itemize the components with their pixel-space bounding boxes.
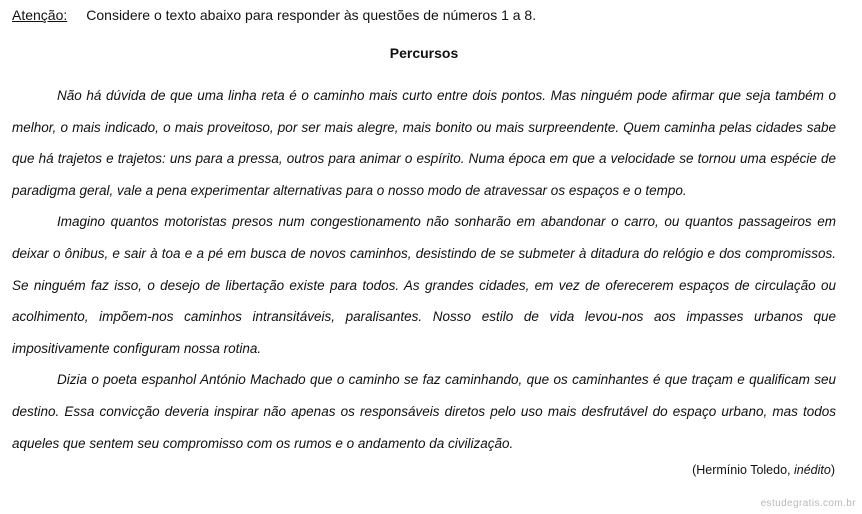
paragraph-3: Dizia o poeta espanhol António Machado que o caminho se faz caminhando, que os caminhantes é que traçam e qualificam seu destino. Essa convicção deveria inspirar não apenas os responsáveis diretos pelo uso mais desfrutável do espaço urbano, mas todos aqueles que sentem seu compromisso com os rumos e o andamento da civilização. <box>12 372 836 451</box>
article-body <box>12 80 836 459</box>
source-citation: (Hermínio Toledo, inédito) <box>692 463 835 477</box>
site-watermark: estudegratis.com.br <box>760 498 856 509</box>
article-title: Percursos <box>389 45 459 61</box>
citation-work: inédito <box>793 463 831 477</box>
attention-label: Atenção: <box>12 7 68 23</box>
instruction-text: Considere o texto abaixo para responder às questões de números 1 a 8. <box>86 7 537 23</box>
attention-header <box>12 6 536 24</box>
paragraph-2: Imagino quantos motoristas presos num congestionamento não sonharão em abandonar o carro, ou quantos passageiros em deixar o ônibus, e sair à toa e a pé em busca de novos caminhos, desistindo de se submeter à ditadura do relógio e dos compromissos. Se ninguém faz isso, o desejo de libertação existe para todos. As grandes cidades, em vez de oferecerem espaços de circulação ou acolhimento, impõem-nos caminhos intransitáveis, paralisantes. Nosso estilo de vida levou-nos aos impasses urbanos que impositivamente configuram nossa rotina. <box>12 214 836 356</box>
citation-author: Hermínio Toledo, <box>696 463 791 477</box>
paragraph-1: Não há dúvida de que uma linha reta é o caminho mais curto entre dois pontos. Mas ninguém pode afirmar que seja também o melhor, o mais indicado, o mais proveitoso, por ser mais alegre, mais bonito ou mais surpreendente. Quem caminha pelas cidades sabe que há trajetos e trajetos: uns para a pressa, outros para animar o espírito. Numa época em que a velocidade se tornou uma espécie de paradigma geral, vale a pena experimentar alternativas para o nosso modo de atravessar os espaços e o tempo. <box>12 88 836 198</box>
